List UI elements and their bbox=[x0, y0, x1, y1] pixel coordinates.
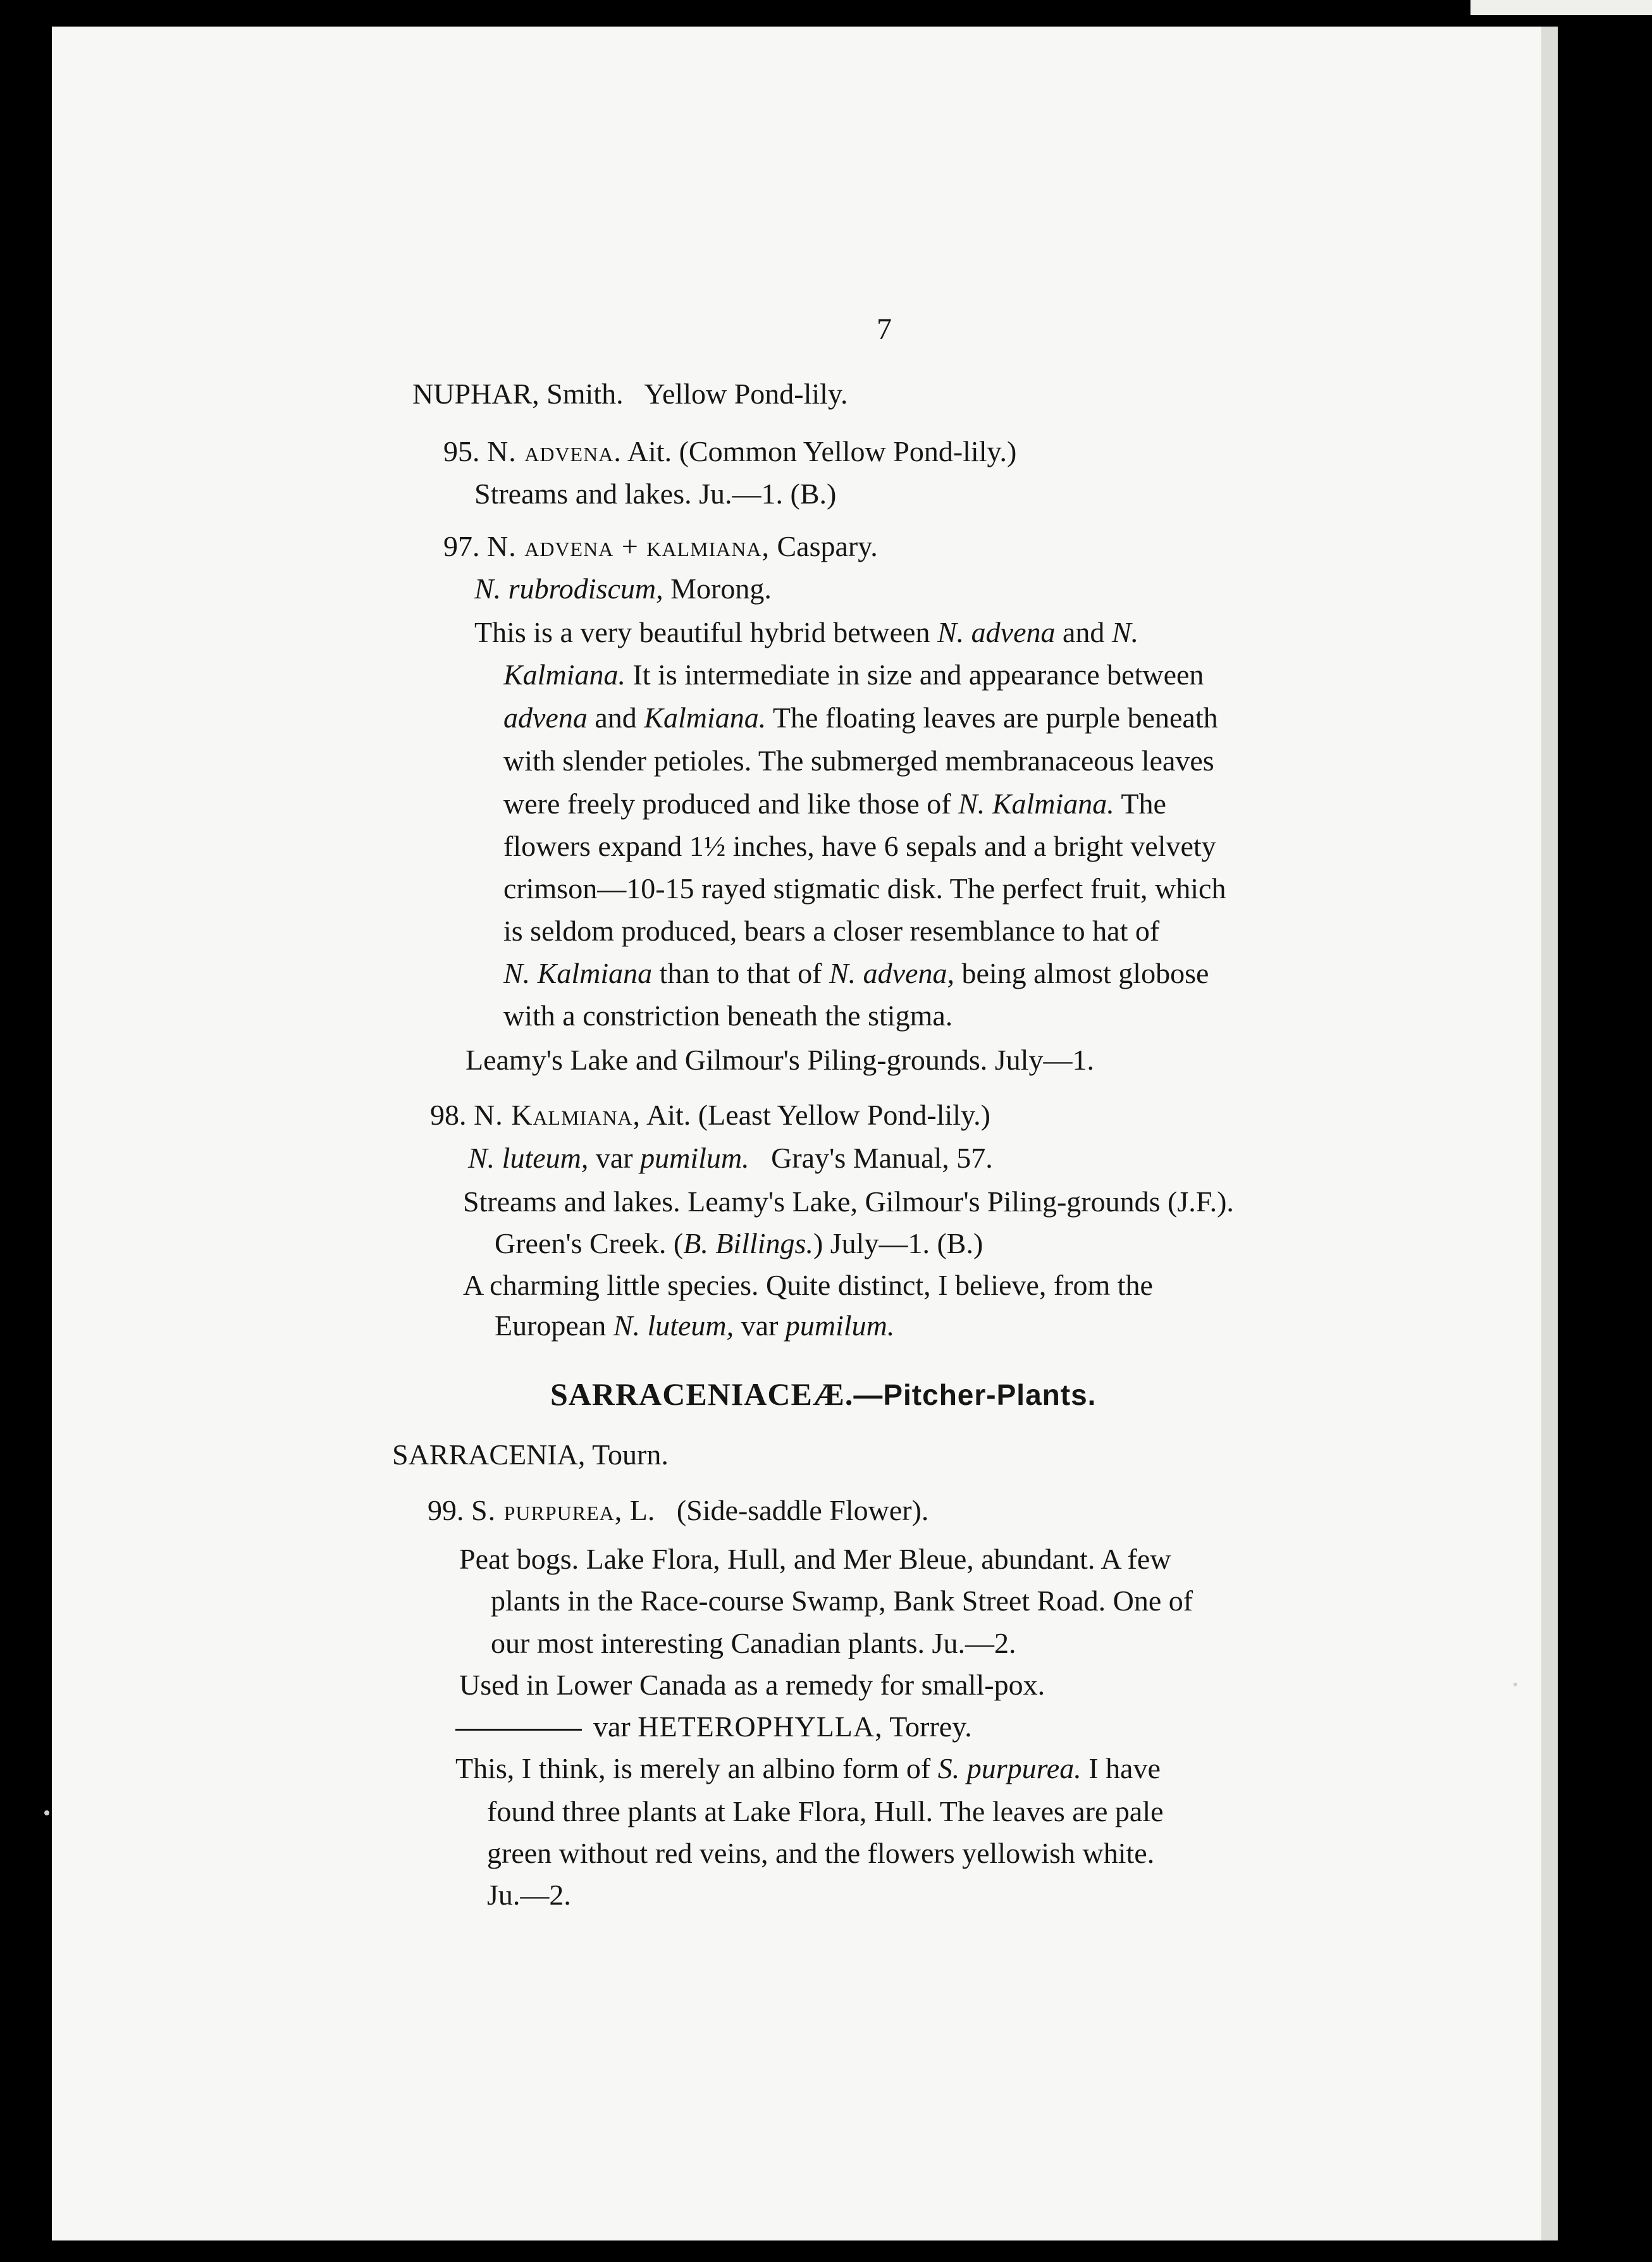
description-italic: N. advena, bbox=[829, 957, 954, 989]
synonym-reference: Gray's Manual, 57. bbox=[771, 1142, 993, 1174]
entry-number: 98. bbox=[430, 1099, 467, 1131]
scan-speck bbox=[44, 1810, 49, 1815]
entry-97-synonym bbox=[474, 571, 772, 607]
note-species: N. luteum, bbox=[613, 1309, 734, 1342]
description-line bbox=[503, 913, 1159, 949]
species-author: Caspary. bbox=[777, 530, 878, 562]
entry-99-variety-note bbox=[455, 1751, 1161, 1786]
synonym-var: var bbox=[595, 1142, 633, 1174]
description-text: were freely produced and like those of bbox=[503, 788, 959, 820]
common-name: (Side-saddle Flower). bbox=[676, 1494, 929, 1526]
synonym-name: N. rubrodiscum, bbox=[474, 572, 663, 605]
species-name: N. advena. bbox=[487, 435, 622, 467]
note-varname: pumilum. bbox=[785, 1309, 895, 1342]
entry-99-habitat-cont: plants in the Race-course Swamp, Bank Street Road. One of bbox=[491, 1585, 1193, 1617]
species-author: L. bbox=[629, 1494, 655, 1526]
entry-98-habitat: Streams and lakes. Leamy's Lake, Gilmour's Piling-grounds (J.F.). bbox=[463, 1185, 1234, 1218]
genus-name: SARRACENIA, bbox=[392, 1438, 586, 1471]
entry-99-variety bbox=[455, 1709, 972, 1745]
species-author: Ait. bbox=[627, 435, 672, 467]
description-italic: Kalmiana. bbox=[503, 658, 626, 691]
description-text: crimson—10-15 rayed stigmatic disk. The perfect fruit, which bbox=[503, 872, 1226, 905]
description-italic: N. Kalmiana. bbox=[958, 788, 1114, 820]
habitat-text: Green's Creek. ( bbox=[495, 1227, 684, 1259]
collector-name: B. Billings. bbox=[683, 1227, 813, 1259]
description-line bbox=[503, 786, 1166, 822]
description-text: and bbox=[587, 701, 644, 734]
description-text: than to that of bbox=[652, 957, 829, 989]
description-line bbox=[503, 700, 1218, 736]
description-text: being almost globose bbox=[954, 957, 1209, 989]
entry-98-habitat-cont bbox=[495, 1226, 983, 1261]
page-sheet bbox=[52, 27, 1541, 2240]
description-text: It is intermediate in size and appearance between bbox=[625, 658, 1204, 691]
entry-99-variety-note-cont: Ju.—2. bbox=[487, 1879, 571, 1911]
page-edge-shadow bbox=[1541, 27, 1558, 2240]
species-name: N. advena + kalmiana, bbox=[487, 530, 770, 562]
species-author: Ait. bbox=[646, 1099, 691, 1131]
entry-95-habitat: Streams and lakes. Ju.—1. (B.) bbox=[474, 478, 837, 510]
description-text: is seldom produced, bears a closer resemblance to hat of bbox=[503, 915, 1160, 947]
genus-heading-nuphar bbox=[412, 376, 848, 412]
common-name: (Least Yellow Pond-lily.) bbox=[698, 1099, 990, 1131]
description-line bbox=[503, 743, 1214, 779]
description-line bbox=[503, 998, 952, 1034]
note-text: This, I think, is merely an albino form of bbox=[455, 1752, 938, 1784]
genus-common-name: Yellow Pond-lily. bbox=[644, 378, 848, 410]
genus-author: Smith. bbox=[546, 378, 624, 410]
description-text: The floating leaves are purple beneath bbox=[766, 701, 1218, 734]
scan-speck bbox=[1513, 1683, 1517, 1686]
species-name: N. Kalmiana, bbox=[474, 1099, 641, 1131]
entry-99-variety-note-cont: green without red veins, and the flowers yellowish white. bbox=[487, 1837, 1155, 1869]
description-text: and bbox=[1055, 616, 1112, 648]
description-italic: advena bbox=[503, 701, 588, 734]
synonym-varname: pumilum. bbox=[640, 1142, 749, 1174]
genus-name: NUPHAR, bbox=[412, 378, 539, 410]
description-italic: Kalmiana. bbox=[644, 701, 767, 734]
description-text: with slender petioles. The submerged membranaceous leaves bbox=[503, 745, 1214, 777]
description-italic: N. advena bbox=[937, 616, 1056, 648]
entry-number: 95. bbox=[443, 435, 480, 467]
entry-95-title bbox=[443, 434, 1016, 469]
entry-97-title bbox=[443, 529, 878, 564]
description-text: This is a very beautiful hybrid between bbox=[474, 616, 937, 648]
note-text: var bbox=[734, 1309, 786, 1342]
entry-number: 99. bbox=[428, 1494, 464, 1526]
entry-number: 97. bbox=[443, 530, 480, 562]
note-text: European bbox=[495, 1309, 613, 1342]
description-text: with a constriction beneath the stigma. bbox=[503, 999, 953, 1032]
family-name: SARRACENIACEÆ. bbox=[550, 1376, 854, 1412]
genus-heading-sarracenia bbox=[392, 1437, 669, 1473]
description-italic: N. Kalmiana bbox=[503, 957, 653, 989]
page-number: 7 bbox=[877, 312, 892, 346]
entry-99-variety-note-cont: found three plants at Lake Flora, Hull. The leaves are pale bbox=[487, 1795, 1164, 1827]
common-name: (Common Yellow Pond-lily.) bbox=[679, 435, 1017, 467]
entry-99-title bbox=[428, 1493, 928, 1528]
variety-name: HETEROPHYLLA, bbox=[638, 1710, 883, 1743]
description-line bbox=[474, 615, 1138, 650]
entry-98-synonym bbox=[468, 1140, 993, 1176]
note-species: S. purpurea. bbox=[937, 1752, 1082, 1784]
description-italic: N. bbox=[1111, 616, 1139, 648]
entry-98-title bbox=[430, 1097, 990, 1133]
family-common-name: —Pitcher-Plants. bbox=[853, 1378, 1097, 1411]
synonym-author: Morong. bbox=[670, 572, 772, 605]
genus-author: Tourn. bbox=[592, 1438, 669, 1471]
entry-98-note: A charming little species. Quite distinct, I believe, from the bbox=[463, 1269, 1153, 1301]
habitat-text: ) July—1. (B.) bbox=[813, 1227, 983, 1259]
description-line bbox=[503, 871, 1226, 906]
entry-98-note-cont bbox=[495, 1308, 894, 1344]
description-line bbox=[503, 657, 1204, 693]
entry-99-use: Used in Lower Canada as a remedy for small-pox. bbox=[459, 1669, 1045, 1701]
species-name: S. purpurea, bbox=[471, 1494, 623, 1526]
note-text: I have bbox=[1081, 1752, 1161, 1784]
description-line bbox=[503, 956, 1209, 991]
description-text: flowers expand 1½ inches, have 6 sepals and a bright velvety bbox=[503, 830, 1216, 862]
entry-99-habitat-cont: our most interesting Canadian plants. Ju.—2. bbox=[491, 1627, 1016, 1659]
entry-97-locality: Leamy's Lake and Gilmour's Piling-grounds. July—1. bbox=[465, 1044, 1094, 1076]
description-text: The bbox=[1114, 788, 1166, 820]
variety-label: var bbox=[593, 1710, 631, 1743]
ditto-rule bbox=[455, 1729, 582, 1731]
variety-author: Torrey. bbox=[889, 1710, 972, 1743]
synonym-name: N. luteum, bbox=[468, 1142, 589, 1174]
description-line bbox=[503, 829, 1216, 864]
scan-corner bbox=[1470, 0, 1652, 15]
family-heading bbox=[550, 1376, 1096, 1412]
entry-99-habitat: Peat bogs. Lake Flora, Hull, and Mer Bleue, abundant. A few bbox=[459, 1543, 1171, 1575]
